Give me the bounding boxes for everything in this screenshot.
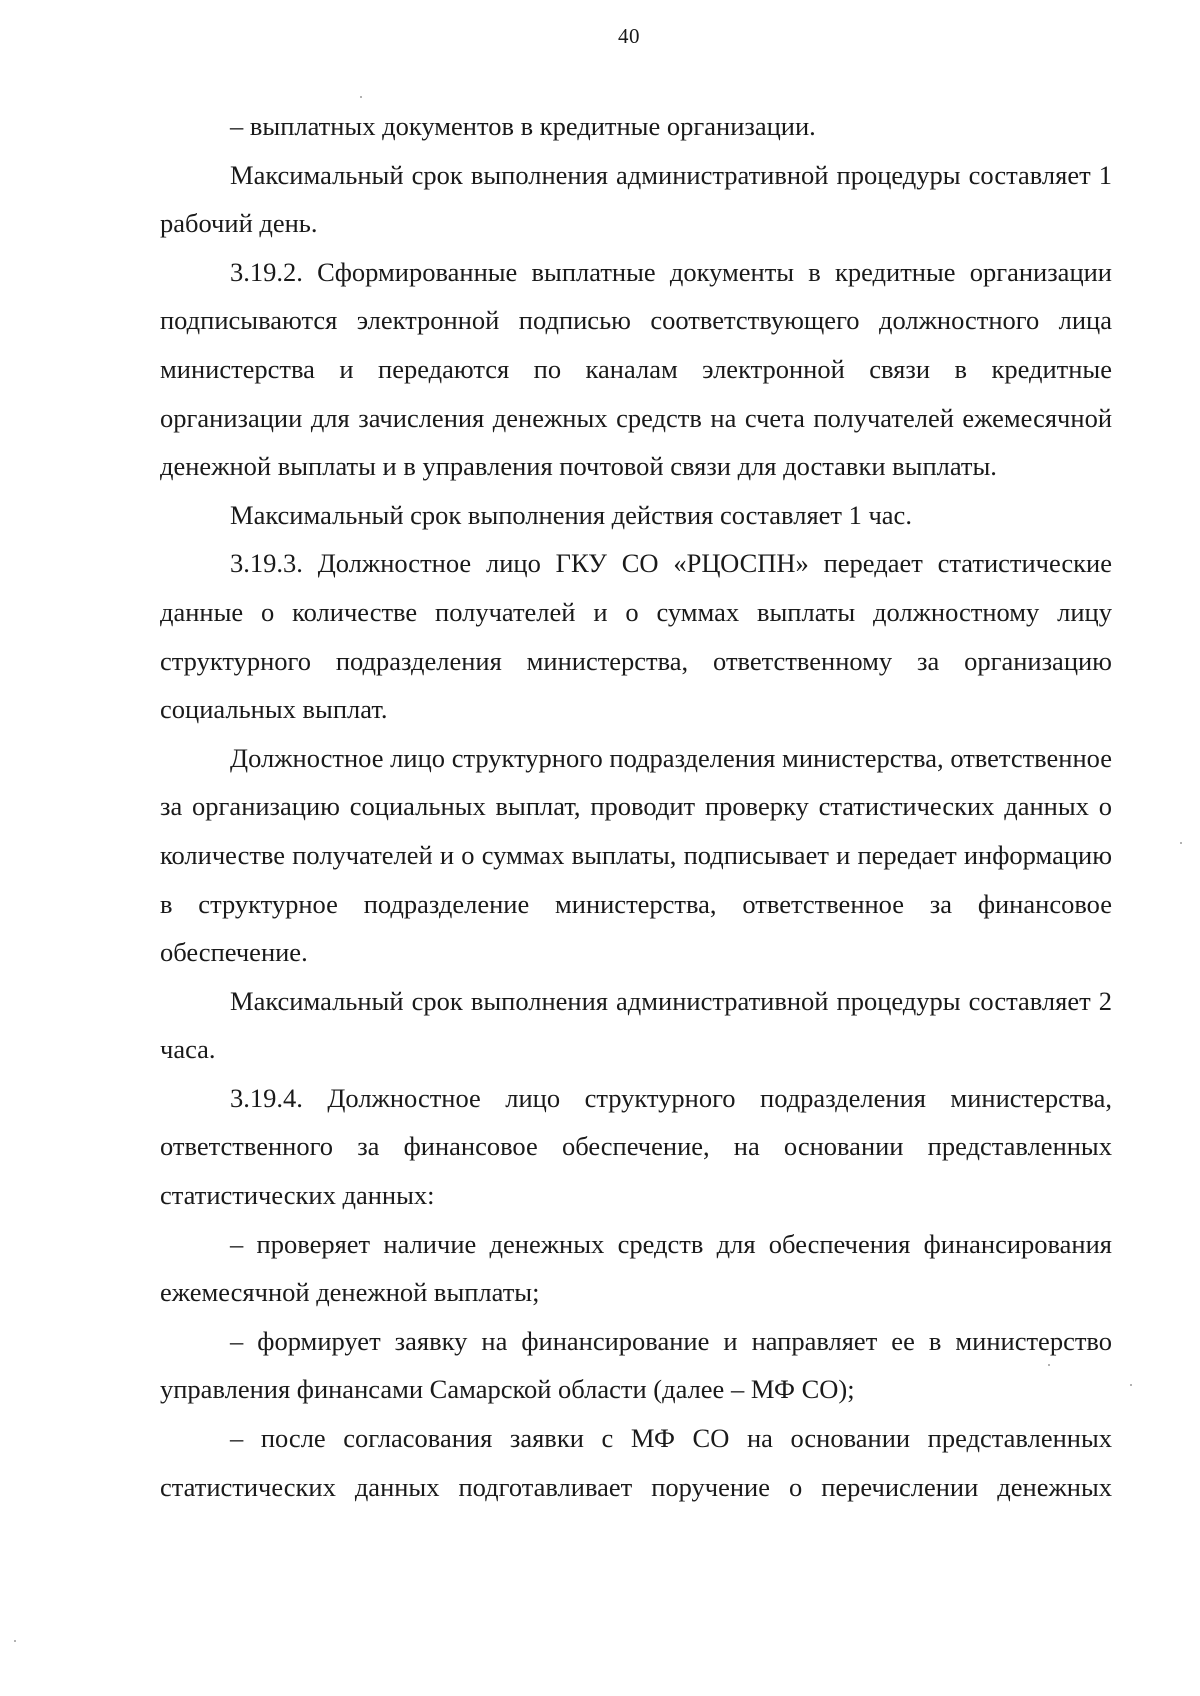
paragraph-max-term-2-hours: Максимальный срок выполнения административной процедуры составляет 2 часа.	[160, 985, 1112, 1065]
list-item-prepares-order: – после согласования заявки с МФ СО на основании представленных статистических данных подготавливает поручение о перечислении денежных	[160, 1423, 1112, 1502]
paragraph-official-checks: Должностное лицо структурного подразделения министерства, ответственное за организацию социальных выплат, проводит проверку статистических данных о количестве получателей и о суммах выплаты, подписывает и передает информацию в структурное подразделение министерства, ответственное за финансовое обеспечение.	[160, 742, 1112, 968]
scan-speck	[14, 1640, 16, 1642]
paragraph-max-term-1-hour: Максимальный срок выполнения действия составляет 1 час.	[230, 499, 912, 530]
scan-speck	[1180, 842, 1182, 844]
paragraph-3-19-2: 3.19.2. Сформированные выплатные документы в кредитные организации подписываются электронной подписью соответствующего должностного лица министерства и передаются по каналам электронной связи в кредитные организации для зачисления денежных средств на счета получателей ежемесячной денежной выплаты и в управления почтовой связи для доставки выплаты.	[160, 256, 1112, 482]
page-number: 40	[618, 24, 640, 48]
document-body	[160, 102, 1112, 1511]
paragraph-payment-documents: – выплатных документов в кредитные организации.	[230, 111, 816, 141]
scan-speck	[1130, 1384, 1132, 1386]
paragraph-3-19-4: 3.19.4. Должностное лицо структурного подразделения министерства, ответственного за финансовое обеспечение, на основании представленных статистических данных:	[160, 1082, 1112, 1211]
scan-speck	[1048, 1364, 1050, 1366]
list-item-checks-funds: – проверяет наличие денежных средств для обеспечения финансирования ежемесячной денежной выплаты;	[160, 1228, 1112, 1308]
paragraph-3-19-3: 3.19.3. Должностное лицо ГКУ СО «РЦОСПН» передает статистические данные о количестве получателей и о суммах выплаты должностному лицу структурного подразделения министерства, ответственному за организацию социальных выплат.	[160, 548, 1112, 725]
paragraph-max-term-1-day: Максимальный срок выполнения административной процедуры составляет 1 рабочий день.	[160, 159, 1112, 239]
scan-speck	[360, 96, 362, 98]
list-item-forms-request: – формирует заявку на финансирование и направляет ее в министерство управления финансами Самарской области (далее – МФ СО);	[160, 1325, 1112, 1405]
